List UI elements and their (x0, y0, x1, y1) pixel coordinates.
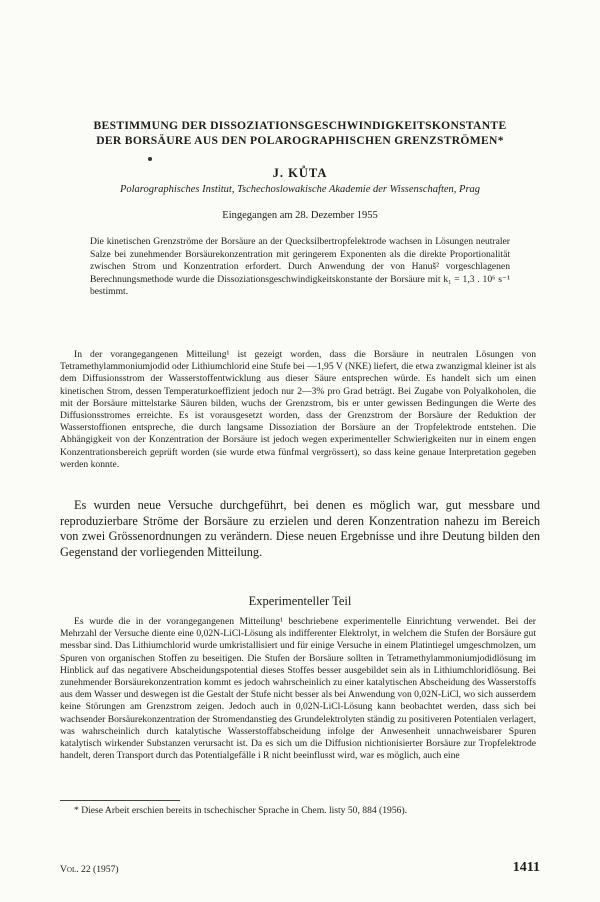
section-heading: Experimenteller Teil (248, 594, 352, 608)
title-line-2: DER BORSÄURE AUS DEN POLAROGRAPHISCHEN GRENZSTRÖMEN* (96, 134, 504, 147)
intro-paragraph: In der vorangegangenen Mitteilung¹ ist gezeigt worden, dass die Borsäure in neutralen Lösungen von Tetramethylammoniumjodid oder Lithiumchlorid eine Stufe bei —1,95 V (NKE) liefert, die etwa zwanzigmal kleiner ist als dem Diffusionsstrom der Wasserstoffentwicklung aus dieser Säure entsprechen würde. Es handelt sich um einen kinetischen Strom, dessen Temperaturkoeffizient jedoch nur 2—3% pro Grad beträgt. Bei Zugabe von Polyalkoholen, die mit der Borsäure mittelstarke Säuren bilden, wuchs der Grenzstrom, bis er unter gewissen Bedingungen die Werte des Diffusionsstromes erreichte. Es ist vorausgesetzt worden, dass der Grenzstrom der Borsäure der Reduktion der Wasserstoffionen entspreche, die durch langsame Dissoziation der Borsäure an der Tropfelektrode entstehen. Die Abhängigkeit von der Konzentration der Borsäure ist jedoch wegen experimenteller Schwierigkeiten nur in einem engen Konzentrationsbereich geprüft worden (sie wurde etwa fünfmal vergrössert), so dass keine genaue Interpretation gegeben werden konnte. (60, 349, 536, 470)
footnote: * Diese Arbeit erschien bereits in tschechischer Sprache in Chem. listy 50, 884 (1956). (74, 805, 408, 816)
page-number: 1411 (512, 860, 540, 875)
title-line-1: BESTIMMUNG DER DISSOZIATIONSGESCHWINDIGKEITSKONSTANTE (93, 119, 507, 132)
author: J. KŮTA (272, 166, 328, 180)
experimental-paragraph: Es wurde die in der vorangegangenen Mitteilung¹ beschriebene experimentelle Einrichtung verwendet. Bei der Mehrzahl der Versuche diente eine 0,02N-LiCl-Lösung als indifferenter Elektrolyt, in welchem die Stufen der Borsäure gut messbar sind. Das Lithiumchlorid wurde umkristallisiert und für einige Versuche in einem Platintiegel umgeschmolzen, um Spuren von organischen Stoffen zu beseitigen. Die Stufen der Borsäure sollten in Tetramethylammoniumjodidlösung im Hinblick auf das negativere Abscheidungspotential dieses Stoffes besser ausgebildet sein als in Lithiumchloridlösung. Bei zunehmender Borsäurekonzentration kommt es jedoch wahrscheinlich zu einer katalytischen Abscheidung des Wasserstoffs aus dem Wasser und deswegen ist die Gestalt der Stufe nicht besser als bei Anwendung von 0,02N-LiCl, wo sich ausserdem keine Störungen am Grenzstrom zeigen. Jedoch auch in 0,02N-LiCl-Lösung kann beobachtet werden, dass sich bei wachsender Borsäurekonzentration der Stromendanstieg des Grundelektrolyten ständig zu positiveren Potentialen verlagert, was wahrscheinlich durch katalytische Wasserstoffabscheidung infolge der Anwesenheit unnachweisbarer Spuren katalytisch wirkender Substanzen verursacht ist. Da es sich um die Diffusion nichtionisierter Borsäure zur Tropfelektrode handelt, deren Transport durch das Potentialgefälle i R nicht beeinflusst wird, war es möglich, auch eine (60, 616, 536, 762)
print-mark (148, 157, 152, 161)
received-date: Eingegangen am 28. Dezember 1955 (222, 210, 378, 221)
footnote-rule (60, 800, 180, 801)
volume-label: Vol. 22 (1957) (60, 864, 119, 875)
affiliation: Polarographisches Institut, Tschechoslowakische Akademie der Wissenschaften, Prag (119, 184, 481, 195)
abstract: Die kinetischen Grenzströme der Borsäure an der Quecksilbertropfelektrode wachsen in Lösungen neutraler Salze bei zunehmender Borsäurekonzentration mit geringerem Exponenten als die direkte Proportionalität zwischen Strom und Konzentration erfordert. Durch Anwendung der von Hanuš² vorgeschlagenen Berechnungsmethode wurde die Dissoziationsgeschwindigkeitskonstante der Borsäure mit k₁ = 1,3 . 10⁶ s⁻¹ bestimmt. (90, 236, 510, 297)
large-paragraph: Es wurden neue Versuche durchgeführt, bei denen es möglich war, gut messbare und reproduzierbare Ströme der Borsäure zu erzielen und deren Konzentration nahezu im Bereich von zwei Grössenordnungen zu verändern. Diese neuen Ergebnisse und ihre Deutung bilden den Gegenstand der vorliegenden Mitteilung. (60, 498, 540, 559)
